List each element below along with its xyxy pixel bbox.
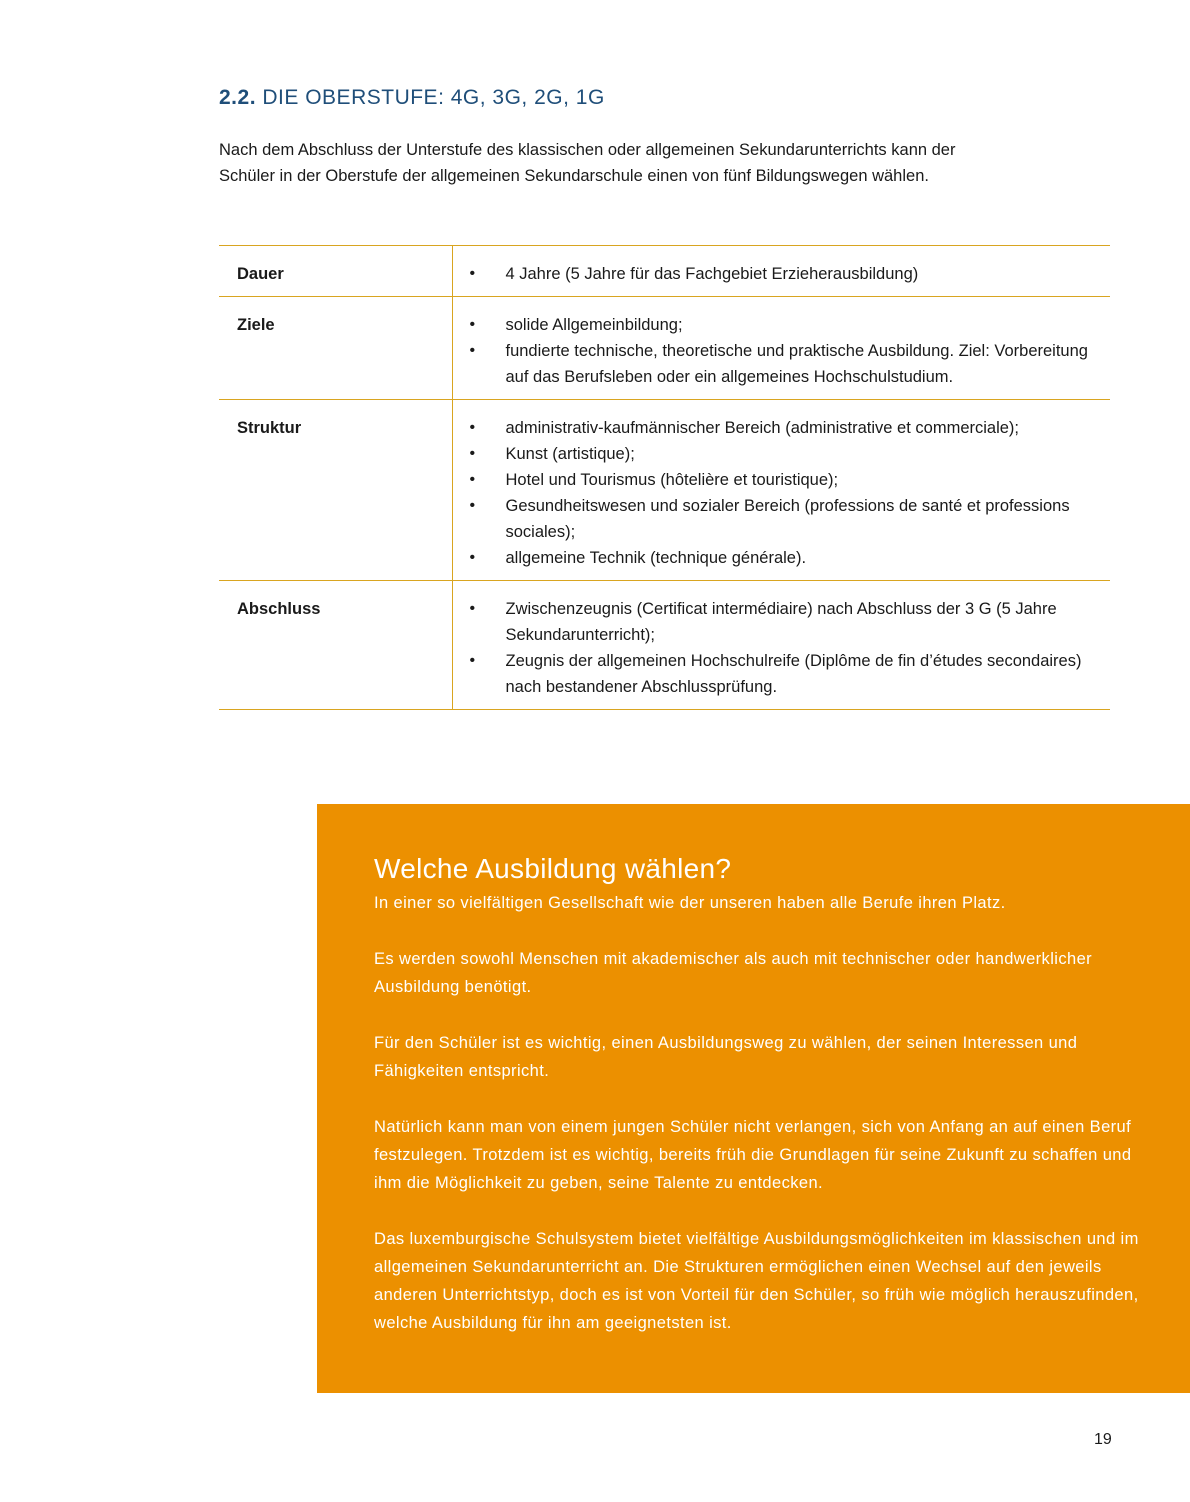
table-row (219, 246, 1110, 297)
callout-paragraph: In einer so vielfältigen Gesellschaft wie der unseren haben alle Berufe ihren Platz. (374, 894, 1006, 912)
page-number: 19 (1094, 1431, 1112, 1448)
row-content (452, 400, 1110, 581)
row-label: Abschluss (219, 581, 452, 710)
table-row (219, 297, 1110, 400)
section-title: DIE OBERSTUFE: 4G, 3G, 2G, 1G (262, 86, 605, 109)
list-item: • fundierte technische, theoretische und praktische Ausbildung. Ziel: Vorbereitung auf das Berufsleben oder ein allgemeines Hochschulstudium. (470, 338, 1101, 390)
row-label: Dauer (219, 246, 452, 297)
row-label: Ziele (219, 297, 452, 400)
list-item: • Zwischenzeugnis (Certificat intermédiaire) nach Abschluss der 3 G (5 Jahre Sekundarunterricht); (470, 596, 1101, 648)
info-table (219, 245, 1110, 710)
table-row (219, 400, 1110, 581)
list-item: • Zeugnis der allgemeinen Hochschulreife (Diplôme de fin d’études secondaires) nach bestandener Abschlussprüfung. (470, 648, 1101, 700)
list-item: • administrativ-kaufmännischer Bereich (administrative et commerciale); (470, 415, 1101, 441)
bullet-list (470, 596, 1101, 700)
callout-title: Welche Ausbildung wählen? (374, 853, 732, 884)
row-label: Struktur (219, 400, 452, 581)
bullet-list (470, 261, 1101, 287)
callout-paragraph: Natürlich kann man von einem jungen Schüler nicht verlangen, sich von Anfang an auf einen Beruf festzulegen. Trotzdem ist es wichtig, bereits früh die Grundlagen für seine Zukunft zu schaffen und ihm die Möglichkeit zu geben, seine Talente zu entdecken. (374, 1118, 1132, 1192)
callout-box (317, 804, 1190, 1393)
list-item: • solide Allgemeinbildung; (470, 312, 1101, 338)
callout-paragraph: Für den Schüler ist es wichtig, einen Ausbildungsweg zu wählen, der seinen Interessen und Fähigkeiten entspricht. (374, 1034, 1078, 1080)
bullet-list (470, 312, 1101, 390)
callout-paragraph: Das luxemburgische Schulsystem bietet vielfältige Ausbildungsmöglichkeiten im klassischen und im allgemeinen Sekundarunterricht an. Die Strukturen ermöglichen einen Wechsel auf den jeweils anderen Unterrichtstyp, doch es ist von Vorteil für den Schüler, so früh wie möglich herauszufinden, welche Ausbildung für ihn am geeignetsten ist. (374, 1230, 1139, 1332)
bullet-list (470, 415, 1101, 571)
section-heading (219, 86, 605, 110)
intro-paragraph: Nach dem Abschluss der Unterstufe des klassischen oder allgemeinen Sekundarunterrichts kann der Schüler in der Oberstufe der allgemeinen Sekundarschule einen von fünf Bildungswegen wählen. (219, 141, 956, 185)
list-item: • 4 Jahre (5 Jahre für das Fachgebiet Erzieherausbildung) (470, 261, 1101, 287)
list-item: • Kunst (artistique); (470, 441, 1101, 467)
callout-paragraph: Es werden sowohl Menschen mit akademischer als auch mit technischer oder handwerklicher Ausbildung benötigt. (374, 950, 1093, 996)
row-content (452, 581, 1110, 710)
list-item: • Hotel und Tourismus (hôtelière et touristique); (470, 467, 1101, 493)
row-content (452, 297, 1110, 400)
list-item: • allgemeine Technik (technique générale). (470, 545, 1101, 571)
list-item: • Gesundheitswesen und sozialer Bereich (professions de santé et professions sociales); (470, 493, 1101, 545)
section-number: 2.2. (219, 86, 257, 109)
row-content (452, 246, 1110, 297)
table-row (219, 581, 1110, 710)
